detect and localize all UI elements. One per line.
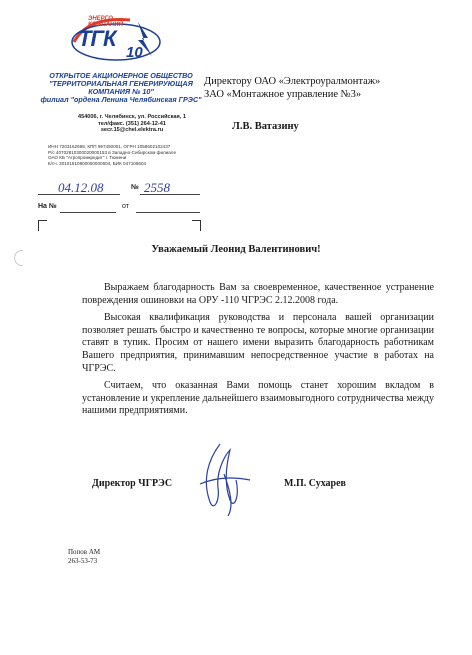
outgoing-date-number [38,180,200,196]
salutation: Уважаемый Леонид Валентинович! [151,244,321,255]
paragraph: Считаем, что оказанная Вами помощь станет хорошим вкладом в установление и укрепление дальнейшего взаимовыгодного сотрудничества между нашими предприятиями. [82,380,434,417]
recipient-block: Директору ОАО «Электроуралмонтаж» ЗАО «Монтажное управление №3» [204,76,381,100]
logo-number: 10 [126,44,143,61]
underline [60,212,116,213]
bank-details: ИНН 7203162698, КПП 997450001, ОГРН 1058602102437 Р/с 40702810300020000153 в Западно-Сибирском филиале ОАО КБ "Агропромкредит" г. Тюмени К/сч. 30101810800000000604, БИК 047106604 [48,144,177,166]
number-label: № [131,184,139,191]
signatory-title: Директор ЧГРЭС [92,478,173,489]
corner-mark [38,220,47,231]
outgoing-number: 2558 [144,180,170,195]
company-name: ОТКРЫТОЕ АКЦИОНЕРНОЕ ОБЩЕСТВО "ТЕРРИТОРИАЛЬНАЯ ГЕНЕРИРУЮЩАЯ КОМПАНИЯ № 10" филиал "ордена Ленина Челябинская ГРЭС" [40,71,202,104]
letter-body [82,282,434,423]
logo-subtitle: ЭНЕРГО КОМПАНИЯ [88,16,123,28]
paragraph: Высокая квалификация руководства и персонала вашей организации позволяет решать быстро и качественно те вопросы, которые многие организации ставят в тупик. Просим от нашего имени выразить благодарность работникам Вашего предприятия, принимавшим непосредственное участие в работах на ЧГРЭС. [82,312,434,374]
company-address: 454006, г. Челябинск, ул. Российская, 1 тел/факс. (351) 264-12-41 secr.15@chel.elektra.ru [77,114,187,134]
executor-phone: 263-53-73 [68,557,98,565]
executor-info [68,548,100,566]
recipient-name: Л.В. Ватазину [232,121,299,132]
company-logo [68,12,164,68]
underline [38,194,120,195]
underline [136,212,200,213]
underline [140,194,200,195]
paragraph: Выражаем благодарность Вам за своевременное, качественное устранение повреждения ошиновки на ОРУ -110 ЧГРЭС 2.12.2008 года. [82,282,434,306]
logo-brand: ТГК [78,26,116,51]
reference-number-label: На № [38,203,57,210]
reference-date-label: от [122,203,129,210]
executor-name: Попов АМ [68,548,101,556]
signatory-name: М.П. Сухарев [284,478,346,489]
handwritten-signature [190,440,260,520]
reference-line [38,203,200,215]
outgoing-date: 04.12.08 [58,180,104,195]
corner-mark [192,220,201,231]
